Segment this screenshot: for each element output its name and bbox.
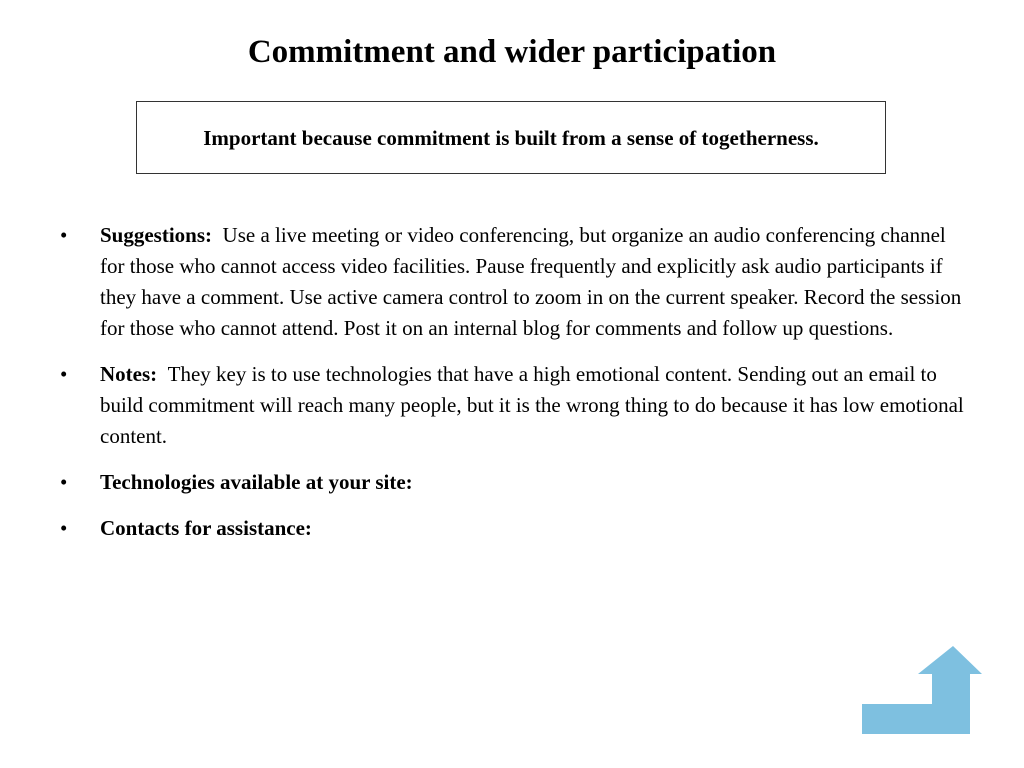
- bullet-item-technologies: [60, 467, 970, 498]
- bullet-item-contacts: [60, 513, 970, 544]
- bullet-heading: Suggestions:: [100, 223, 213, 247]
- bullet-list: [60, 220, 970, 559]
- bullet-heading: Contacts for assistance:: [100, 516, 312, 540]
- bullet-item-suggestions: [60, 220, 970, 344]
- bullet-marker: •: [60, 516, 68, 540]
- bullet-text: Use a live meeting or video conferencing, but organize an audio conferencing channel for those who cannot access video facilities. Pause frequently and explicitly ask audio participants if they have a comment. Use active camera control to zoom in on the current speaker. Record the session for those who cannot attend. Post it on an internal blog for comments and follow up questions.: [100, 223, 962, 340]
- bullet-marker: •: [60, 362, 68, 386]
- callout-text: Important because commitment is built from a sense of togetherness.: [203, 125, 819, 150]
- return-arrow-icon[interactable]: [858, 644, 984, 736]
- bullet-item-notes: [60, 359, 970, 452]
- bullet-marker: •: [60, 470, 68, 494]
- bullet-heading: Technologies available at your site:: [100, 470, 413, 494]
- slide-title: Commitment and wider participation: [247, 34, 777, 70]
- bullet-heading: Notes:: [100, 362, 158, 386]
- bullet-marker: •: [60, 223, 68, 247]
- bullet-text: They key is to use technologies that have a high emotional content. Sending out an email to build commitment will reach many people, but it is the wrong thing to do because it has low emotional content.: [100, 362, 964, 448]
- callout-box: [136, 101, 886, 174]
- return-arrow-shape[interactable]: [862, 646, 982, 734]
